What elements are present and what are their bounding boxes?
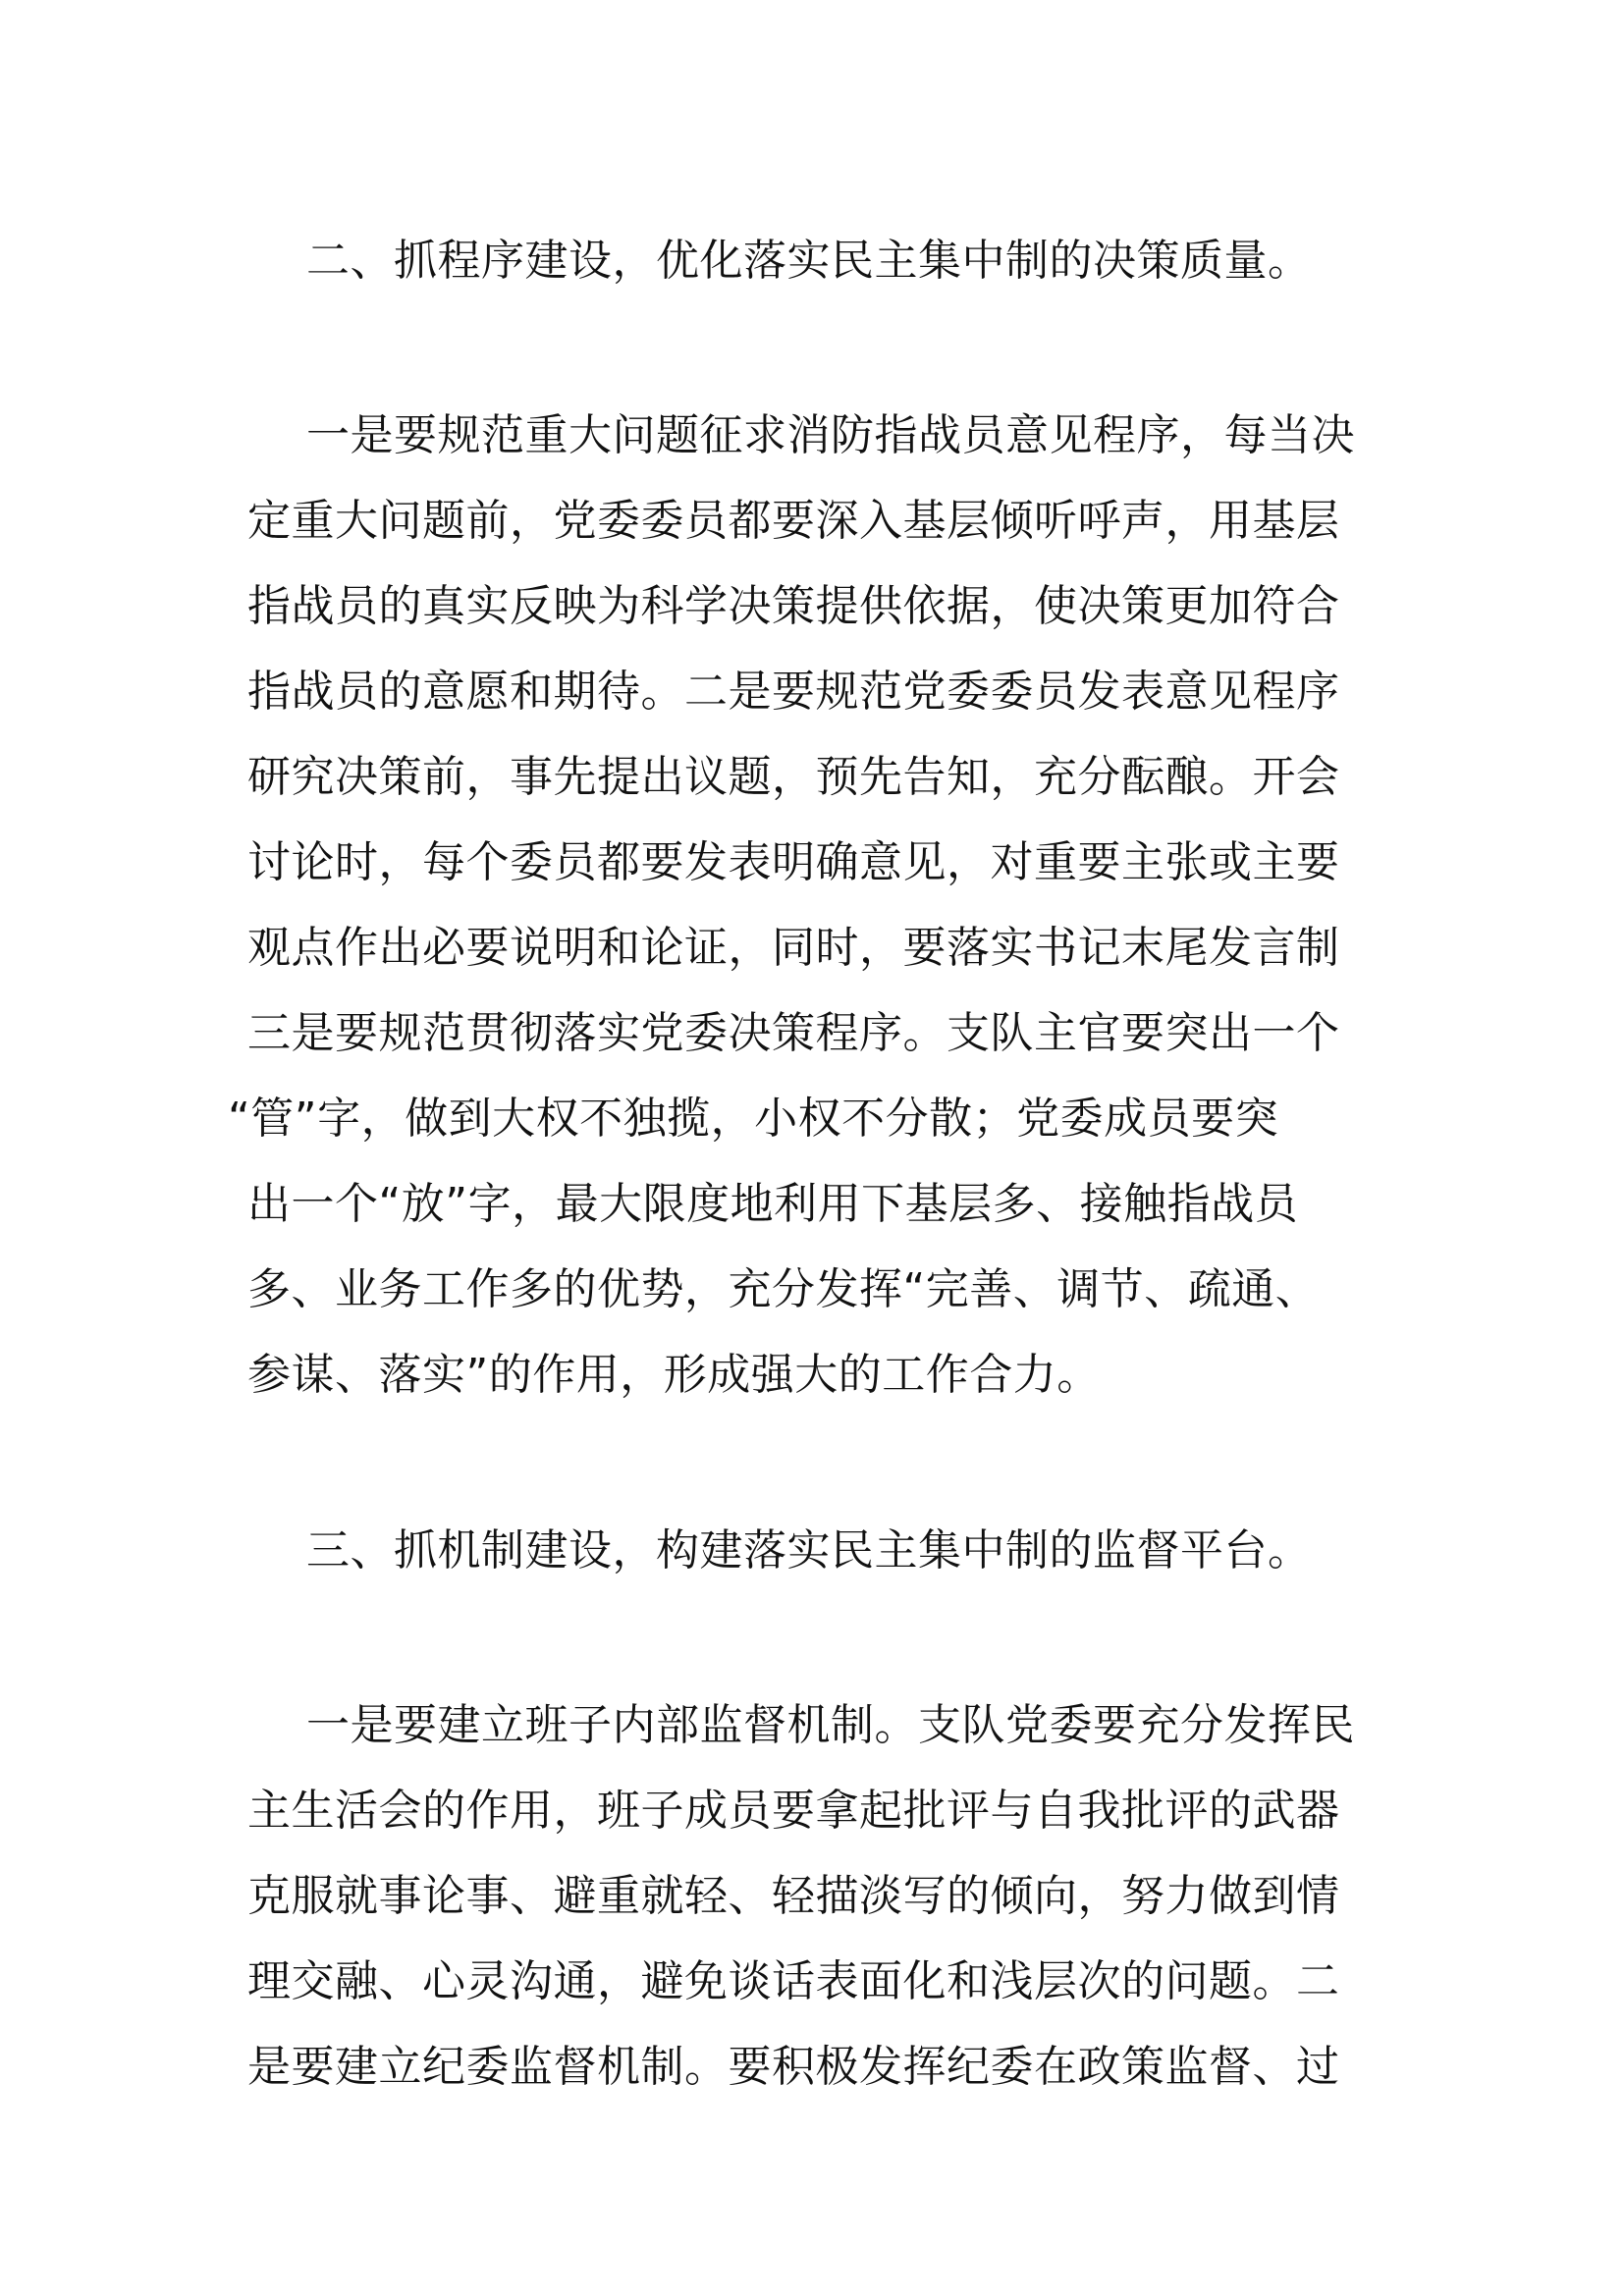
paragraph-line: 指战员的意愿和期待。二是要规范党委委员发表意见程序 [247, 667, 1340, 717]
paragraph-line: 参谋、落实”的作用，形成强大的工作合力。 [247, 1350, 1101, 1400]
paragraph-line: 一是要规范重大问题征求消防指战员意见程序，每当决 [306, 410, 1355, 460]
paragraph-line: 一是要建立班子内部监督机制。支队党委要充分发挥民 [306, 1700, 1355, 1750]
paragraph-line: 定重大问题前，党委委员都要深入基层倾听呼声，用基层 [247, 496, 1340, 546]
paragraph-line: 讨论时，每个委员都要发表明确意见，对重要主张或主要 [247, 837, 1340, 887]
paragraph-line: 三是要规范贯彻落实党委决策程序。支队主官要突出一个 [247, 1008, 1340, 1058]
section-heading-2: 二、抓程序建设，优化落实民主集中制的决策质量。 [306, 236, 1312, 286]
paragraph-line: “管”字，做到大权不独揽，小权不分散；党委成员要突 [228, 1094, 1279, 1144]
paragraph-line: 是要建立纪委监督机制。要积极发挥纪委在政策监督、过 [247, 2042, 1340, 2092]
paragraph-line: 多、业务工作多的优势，充分发挥“完善、调节、疏通、 [247, 1264, 1320, 1314]
paragraph-line: 研究决策前，事先提出议题，预先告知，充分酝酿。开会 [247, 752, 1340, 802]
paragraph-line: 主生活会的作用，班子成员要拿起批评与自我批评的武器 [247, 1786, 1340, 1836]
paragraph-line: 理交融、心灵沟通，避免谈话表面化和浅层次的问题。二 [247, 1956, 1340, 2006]
paragraph-line: 克服就事论事、避重就轻、轻描淡写的倾向，努力做到情 [247, 1871, 1340, 1921]
paragraph-line: 观点作出必要说明和论证，同时，要落实书记末尾发言制 [247, 923, 1340, 973]
paragraph-line: 出一个“放”字，最大限度地利用下基层多、接触指战员 [247, 1179, 1299, 1229]
section-heading-3: 三、抓机制建设，构建落实民主集中制的监督平台。 [306, 1525, 1312, 1575]
paragraph-line: 指战员的真实反映为科学决策提供依据，使决策更加符合 [247, 581, 1340, 631]
